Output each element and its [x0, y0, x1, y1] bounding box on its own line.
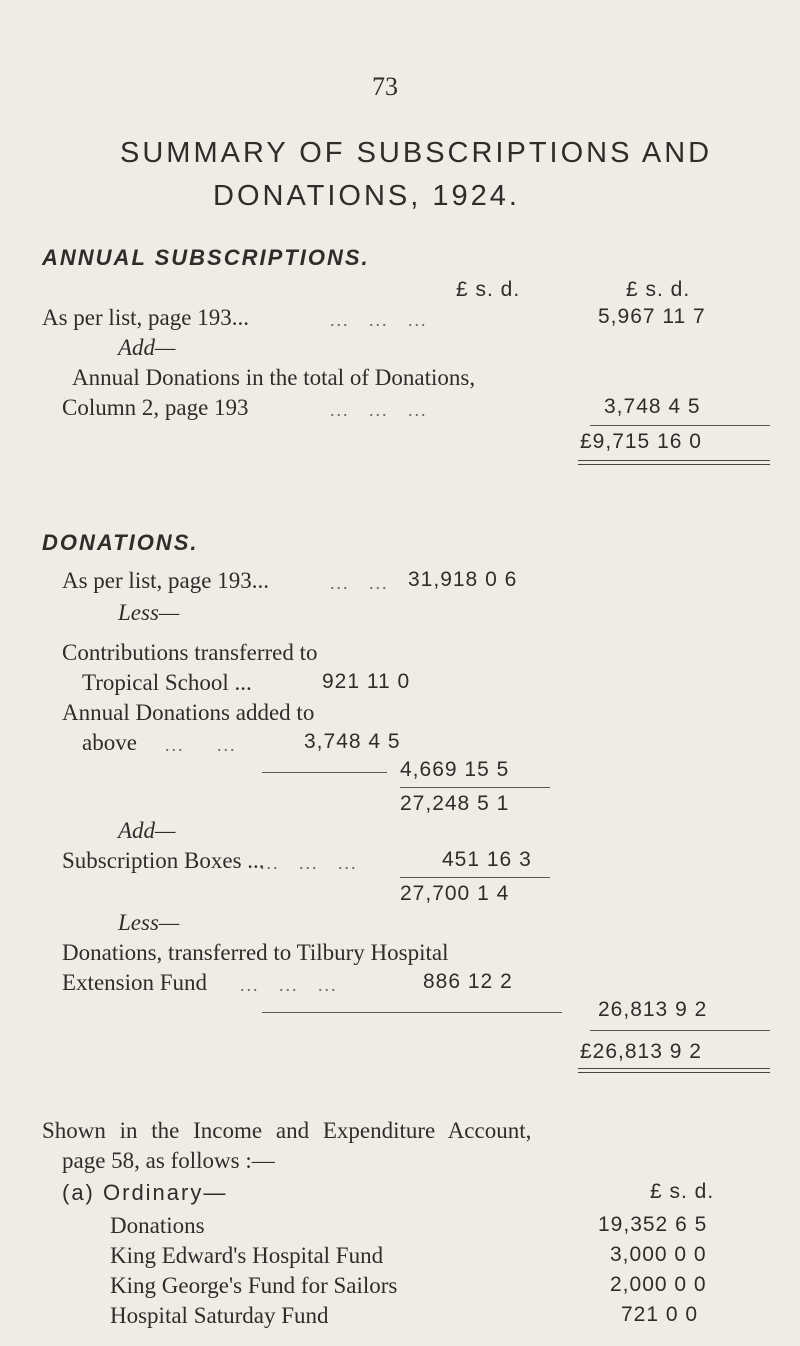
ledger-row-value: 2,000 0 0 — [610, 1273, 707, 1296]
annual-col-header-right: £ s. d. — [626, 278, 691, 301]
annual-add-label: Add— — [118, 335, 176, 360]
dot-leader: ... ... ... — [260, 853, 358, 873]
dot-leader: ... ... — [165, 735, 237, 755]
boxes-value: 451 16 3 — [442, 848, 532, 871]
annual-row1-value: 5,967 11 7 — [598, 305, 706, 328]
title-line-2: DONATIONS, 1924. — [213, 180, 520, 212]
annual-added-value: 3,748 4 5 — [304, 730, 401, 753]
shown-line1: Shown in the Income and Expenditure Account, — [42, 1118, 532, 1143]
donations-row1-label: As per list, page 193... — [62, 568, 269, 593]
contrib-line1: Contributions transferred to — [62, 640, 318, 665]
ordinary-label: (a) Ordinary— — [62, 1180, 228, 1205]
annual-added-line2: above — [82, 730, 137, 755]
ledger-row-value: 3,000 0 0 — [610, 1243, 707, 1266]
dot-leader: ... ... — [330, 573, 389, 593]
ledger-row-label: Hospital Saturday Fund — [110, 1303, 329, 1328]
donations-row1-value: 31,918 0 6 — [408, 568, 518, 591]
sum-rule — [590, 425, 770, 426]
dot-leader: ... ... ... — [330, 310, 428, 330]
dash-rule — [262, 1012, 562, 1013]
subtotal-2: 27,700 1 4 — [400, 882, 510, 905]
contrib-line2: Tropical School ... — [82, 670, 252, 695]
annual-added-line1: Annual Donations added to — [62, 700, 315, 725]
extension-line1: Donations, transferred to Tilbury Hospital — [62, 940, 449, 965]
shown-line2: page 58, as follows :— — [62, 1148, 275, 1173]
sum-rule — [400, 787, 550, 788]
annual-row2-label-line2: Column 2, page 193 — [62, 395, 249, 420]
total-double-rule — [578, 1068, 770, 1073]
annual-row2-value: 3,748 4 5 — [604, 395, 701, 418]
contrib-value: 921 11 0 — [322, 670, 411, 693]
total-double-rule — [578, 460, 770, 465]
shown-col-header: £ s. d. — [650, 1180, 715, 1203]
ledger-row-label: King George's Fund for Sailors — [110, 1273, 398, 1298]
donations-heading: DONATIONS. — [42, 530, 199, 555]
annual-row2-label-line1: Annual Donations in the total of Donations, — [72, 365, 476, 390]
title-line-1: SUMMARY OF SUBSCRIPTIONS AND — [120, 137, 713, 169]
extension-value: 886 12 2 — [423, 970, 513, 993]
donations-less2-label: Less— — [118, 910, 180, 935]
ledger-row-value: 721 0 0 — [621, 1303, 699, 1326]
ledger-row-label: King Edward's Hospital Fund — [110, 1243, 384, 1268]
ledger-row-value: 19,352 6 5 — [598, 1213, 708, 1236]
less-total: 4,669 15 5 — [400, 758, 510, 781]
subtotal-1: 27,248 5 1 — [400, 792, 510, 815]
ledger-row-label: Donations — [110, 1213, 205, 1238]
donations-total: £26,813 9 2 — [580, 1040, 702, 1063]
sum-rule — [400, 877, 550, 878]
donations-net-value: 26,813 9 2 — [598, 998, 708, 1021]
dot-leader: ... ... ... — [240, 975, 338, 995]
annual-row1-label: As per list, page 193... — [42, 305, 249, 330]
annual-col-header-mid: £ s. d. — [456, 278, 521, 301]
page-number: 73 — [372, 72, 398, 101]
sum-rule — [590, 1030, 770, 1031]
extension-line2: Extension Fund — [62, 970, 208, 995]
dot-leader: ... ... ... — [330, 400, 428, 420]
donations-less-label: Less— — [118, 600, 180, 625]
donations-add-label: Add— — [118, 818, 176, 843]
annual-total: £9,715 16 0 — [580, 430, 702, 453]
boxes-label: Subscription Boxes ... — [62, 848, 265, 873]
dash-rule — [262, 772, 387, 773]
annual-heading: ANNUAL SUBSCRIPTIONS. — [42, 245, 370, 270]
